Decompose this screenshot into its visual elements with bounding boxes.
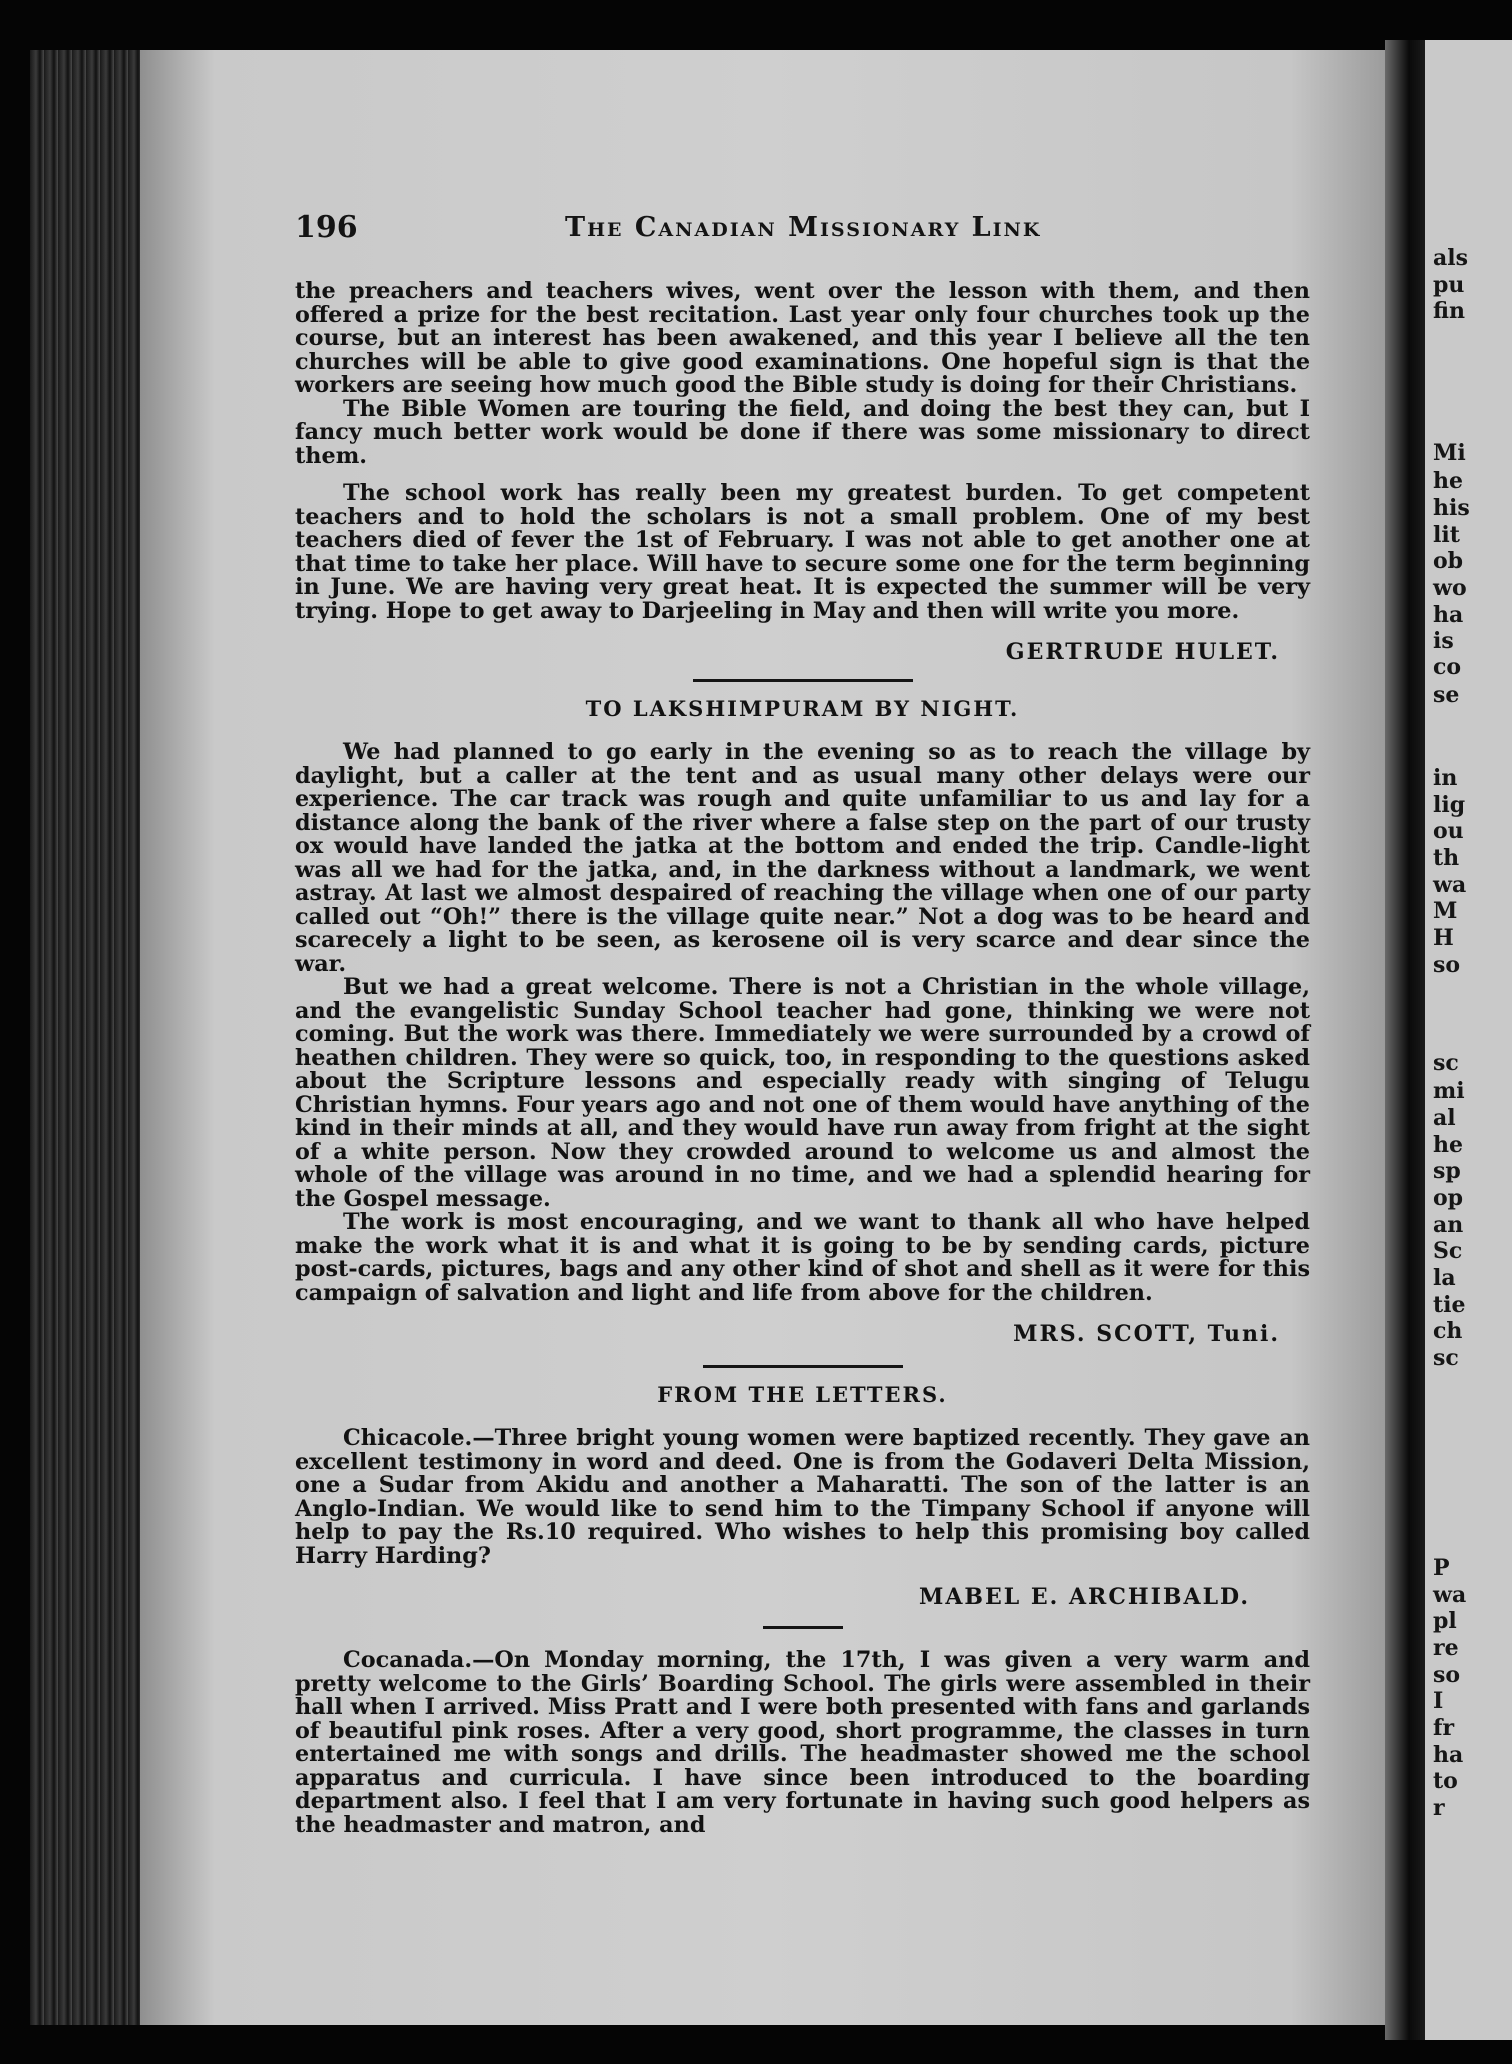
paragraph: The Bible Women are touring the field, and doing the best they can, but I fancy much better work would be done if there was some missionary to direct them.	[295, 395, 1310, 469]
adjacent-page-text-fragment: tie	[1433, 1292, 1466, 1318]
letter-chicacole	[295, 1427, 1310, 1568]
adjacent-page-text-fragment: lig	[1433, 792, 1466, 818]
running-title: The Canadian Missionary Link	[565, 212, 1042, 243]
section-divider	[703, 1365, 903, 1368]
adjacent-page-edge	[1425, 40, 1512, 2040]
adjacent-page-text-fragment: ha	[1433, 602, 1464, 628]
adjacent-page-text-fragment: Sc	[1433, 1238, 1463, 1264]
section-heading: TO LAKSHIMPURAM BY NIGHT.	[585, 696, 1020, 721]
adjacent-page-text-fragment: co	[1433, 654, 1462, 680]
adjacent-page-text-fragment: mi	[1433, 1078, 1465, 1104]
adjacent-page-text-fragment: th	[1433, 845, 1460, 871]
adjacent-page-text-fragment: an	[1433, 1212, 1464, 1238]
letter-text: —On Monday morning, the 17th, I was given a very warm and pretty welcome to the Girls’ Boarding School. The girls were assembled in their hall when I arrived. Miss Pratt and I were both presented with fans and garlands of beautiful pink roses. After a very good, short programme, the classes in turn entertained me with songs and drills. The headmaster showed me the school apparatus and curricula. I have since been introduced to the boarding department also. I feel that I am very fortunate in having such good helpers as the headmaster and matron, and	[295, 1647, 1310, 1838]
adjacent-page-text-fragment: als	[1433, 245, 1468, 271]
book-spine	[30, 50, 140, 2025]
adjacent-page-text-fragment: fr	[1433, 1715, 1455, 1741]
adjacent-page-text-fragment: wo	[1433, 575, 1467, 601]
paragraph: We had planned to go early in the evening so as to reach the village by daylight, but a caller at the tent and as usual many other delays were our experience. The car track was rough and quite unfamiliar to us and lay for a distance along the bank of the river where a false step on the part of our trusty ox would have landed the jatka at the bottom and ended the trip. Candle-light was all we had for the jatka, and, in the darkness without a landmark, we went astray. At last we almost despaired of reaching the village when one of our party called out “Oh!” there is the village quite near.” Not a dog was to be heard and scarecely a light to be seen, as kerosene oil is very scarce and dear since the war.	[295, 739, 1310, 977]
paragraph: The school work has really been my greatest burden. To get competent teachers and to hold the scholars is not a small problem. One of my best teachers died of fever the 1st of February. I was not able to get another one at that time to take her place. Will have to secure some one for the term beginning in June. We are having very great heat. It is expected the summer will be very trying. Hope to get away to Darjeeling in May and then will write you more.	[295, 480, 1310, 624]
adjacent-page-text-fragment: Mi	[1433, 440, 1466, 466]
adjacent-page-text-fragment: wa	[1433, 872, 1467, 898]
adjacent-page-text-fragment: M	[1433, 898, 1458, 924]
section-divider	[693, 679, 913, 682]
adjacent-page-text-fragment: se	[1433, 682, 1460, 708]
adjacent-page-text-fragment: ha	[1433, 1742, 1464, 1768]
article-body	[295, 280, 1310, 1837]
adjacent-page-text-fragment: P	[1433, 1555, 1450, 1581]
section-heading: FROM THE LETTERS.	[657, 1382, 948, 1407]
adjacent-page-text-fragment: la	[1433, 1265, 1456, 1291]
adjacent-page-text-fragment: he	[1433, 468, 1463, 494]
page-header	[295, 210, 1305, 250]
adjacent-page-text-fragment: to	[1433, 1768, 1458, 1794]
paragraph: The work is most encouraging, and we want to thank all who have helped make the work what it is and what it is going to be by sending cards, picture post-cards, pictures, bags and any other kind of shot and shell as it were for this campaign of salvation and light and life from above for the children.	[295, 1209, 1310, 1306]
adjacent-page-text-fragment: is	[1433, 628, 1454, 654]
section-from-the-letters	[295, 1382, 1310, 1837]
adjacent-page-text-fragment: pu	[1433, 272, 1465, 298]
adjacent-page-text-fragment: re	[1433, 1635, 1459, 1661]
adjacent-page-text-fragment: sc	[1433, 1345, 1459, 1371]
place-name: Cocanada.	[343, 1647, 473, 1673]
adjacent-page-text-fragment: wa	[1433, 1582, 1467, 1608]
letter-divider	[763, 1626, 843, 1629]
adjacent-page-text-fragment: lit	[1433, 522, 1460, 548]
adjacent-page-text-fragment: pl	[1433, 1608, 1457, 1634]
adjacent-page-text-fragment: H	[1433, 925, 1454, 951]
paragraph: But we had a great welcome. There is not a Christian in the whole village, and the evangelistic Sunday School teacher had gone, thinking we were not coming. But the work was there. Immediately we were surrounded by a crowd of heathen children. They were so quick, too, in responding to the questions asked about the Scripture lessons and especially ready with singing of Telugu Christian hymns. Four years ago and not one of them would have anything of the kind in their minds at all, and they would have run away from fright at the sight of a white person. Now they crowded around to welcome us and almost the whole of the village was around in no time, and we had a splendid hearing for the Gospel message.	[295, 974, 1310, 1212]
adjacent-page-text-fragment: his	[1433, 495, 1470, 521]
adjacent-page-text-fragment: in	[1433, 765, 1458, 791]
adjacent-page-text-fragment: I	[1433, 1688, 1444, 1714]
page-number: 196	[295, 210, 358, 245]
adjacent-page-text-fragment: al	[1433, 1105, 1456, 1131]
section-lakshimpuram	[295, 696, 1310, 1347]
adjacent-page-text-fragment: ob	[1433, 548, 1464, 574]
signature: GERTRUDE HULET.	[1005, 639, 1280, 665]
adjacent-page-text-fragment: sp	[1433, 1158, 1461, 1184]
adjacent-page-text-fragment: fin	[1433, 298, 1465, 324]
signature: MABEL E. ARCHIBALD.	[918, 1584, 1250, 1610]
section-hulet-letter	[295, 280, 1310, 665]
page-gutter	[1385, 40, 1425, 2040]
adjacent-page-text-fragment: ch	[1433, 1318, 1463, 1344]
paragraph: the preachers and teachers wives, went over the lesson with them, and then offered a prize for the best recitation. Last year only four churches took up the course, but an interest has been awakened, and this year I believe all the ten churches will be able to give good examinations. One hopeful sign is that the workers are seeing how much good the Bible study is doing for their Christians.	[295, 278, 1310, 398]
adjacent-page-text-fragment: so	[1433, 952, 1461, 978]
adjacent-page-text-fragment: he	[1433, 1132, 1463, 1158]
adjacent-page-text-fragment: ou	[1433, 818, 1464, 844]
adjacent-page-text-fragment: sc	[1433, 1050, 1459, 1076]
letter-text: —Three bright young women were baptized recently. They gave an excellent testimony in word and deed. One is from the Godaveri Delta Mission, one a Sudar from Akidu and another a Maharatti. The son of the latter is an Anglo-Indian. We would like to send him to the Timpany School if anyone will help to pay the Rs.10 required. Who wishes to help this promising boy called Harry Harding?	[295, 1425, 1310, 1569]
adjacent-page-text-fragment: r	[1433, 1795, 1445, 1821]
letter-cocanada	[295, 1649, 1310, 1837]
signature: MRS. SCOTT, Tuni.	[1013, 1321, 1280, 1347]
adjacent-page-text-fragment: op	[1433, 1185, 1464, 1211]
place-name: Chicacole.	[343, 1425, 473, 1451]
adjacent-page-text-fragment: so	[1433, 1662, 1461, 1688]
